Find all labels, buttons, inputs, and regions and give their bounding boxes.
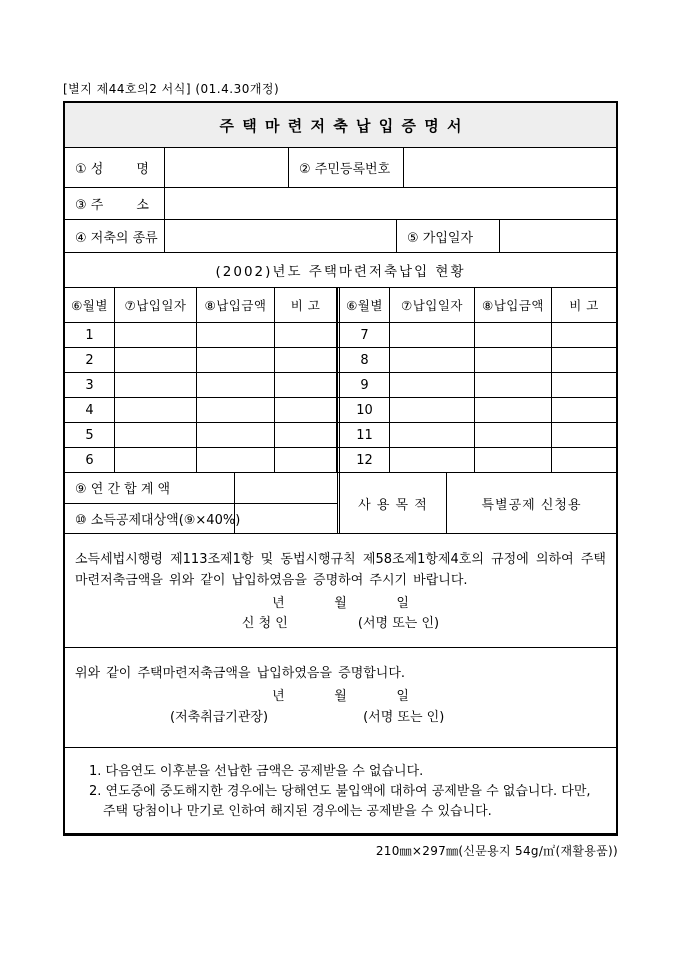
- month-cell: 6: [65, 448, 115, 472]
- month-cell: 5: [65, 423, 115, 447]
- name-rrn-row: [65, 148, 616, 188]
- payment-amount-cell[interactable]: [197, 398, 275, 422]
- rrn-input-cell[interactable]: [404, 148, 616, 187]
- payment-date-cell[interactable]: [390, 398, 475, 422]
- annual-total-row: [65, 473, 337, 504]
- payment-amount-cell[interactable]: [197, 448, 275, 472]
- month-row: [65, 323, 616, 348]
- request-date-line: 년 월 일: [272, 595, 409, 611]
- col-header-month-left: ⑥월별: [65, 288, 115, 322]
- payment-date-cell[interactable]: [390, 373, 475, 397]
- col-header-remark-right: 비 고: [569, 298, 599, 313]
- note-item: 1. 다음연도 이후분을 선납한 금액은 공제받을 수 없습니다.: [89, 764, 424, 779]
- signature-or-seal-label: (서명 또는 인): [357, 616, 440, 632]
- savings-type-row: [65, 220, 616, 253]
- remark-cell[interactable]: [275, 423, 337, 447]
- month-cell: 3: [65, 373, 115, 397]
- col-header-amount-left: ⑧납입금액: [197, 288, 275, 322]
- payment-date-cell[interactable]: [115, 323, 197, 347]
- payment-date-cell[interactable]: [115, 448, 197, 472]
- month-cell: 10: [337, 398, 390, 422]
- join-date-input-cell[interactable]: [500, 220, 616, 252]
- savings-type-label: ④ 저축의 종류: [65, 220, 165, 252]
- payment-amount-cell[interactable]: [475, 373, 552, 397]
- remark-cell[interactable]: [275, 323, 337, 347]
- certification-section: [65, 648, 616, 748]
- signature-or-seal-label: (서명 또는 인): [363, 709, 445, 725]
- payment-date-cell[interactable]: [115, 348, 197, 372]
- remark-cell[interactable]: [552, 423, 616, 447]
- payment-amount-cell[interactable]: [475, 348, 552, 372]
- month-row: [65, 373, 616, 398]
- certificate-form: [63, 101, 618, 836]
- payment-date-cell[interactable]: [390, 423, 475, 447]
- address-label: ③ 주 소: [65, 188, 165, 219]
- issuer-label: (저축취급기관장): [170, 709, 269, 725]
- month-cell: 12: [337, 448, 390, 472]
- payment-amount-cell[interactable]: [197, 423, 275, 447]
- payment-amount-cell[interactable]: [475, 398, 552, 422]
- payment-date-cell[interactable]: [390, 448, 475, 472]
- notes-section: [65, 748, 616, 834]
- col-header-remark-left: 비 고: [275, 288, 337, 322]
- payment-date-cell[interactable]: [390, 348, 475, 372]
- payment-amount-cell[interactable]: [197, 323, 275, 347]
- month-cell: 9: [337, 373, 390, 397]
- payment-amount-cell[interactable]: [197, 373, 275, 397]
- remark-cell[interactable]: [552, 348, 616, 372]
- usage-purpose-value: 특별공제 신청용: [481, 497, 582, 513]
- remark-cell[interactable]: [552, 398, 616, 422]
- address-row: [65, 188, 616, 220]
- col-header-date-right: ⑦납입일자: [390, 288, 475, 322]
- payment-date-cell[interactable]: [115, 398, 197, 422]
- request-text: 소득세법시행령 제113조제1항 및 동법시행규칙 제58조제1항제4호의 규정에 의하여 주택마련저축금액을 위와 같이 납입하였음을 증명하여 주시기 바랍니다.: [75, 552, 606, 588]
- month-row: [65, 398, 616, 423]
- month-cell: 8: [337, 348, 390, 372]
- note-item: 2. 연도중에 중도해지한 경우에는 당해연도 불입액에 대하여 공제받을 수 없습니다. 다만, 주택 당첨이나 만기로 인하여 해지된 경우에는 공제받을 수 있습니다.: [89, 784, 591, 820]
- form-title: 주택마련저축납입증명서: [65, 103, 616, 148]
- join-date-label: ⑤ 가입일자: [397, 220, 500, 252]
- certification-date-line: 년 월 일: [272, 688, 409, 704]
- applicant-label: 신 청 인: [241, 616, 288, 632]
- usage-purpose-label: 사 용 목 적: [340, 473, 447, 533]
- table-header-row: [65, 288, 616, 323]
- month-cell: 7: [337, 323, 390, 347]
- month-cell: 2: [65, 348, 115, 372]
- month-row: [65, 348, 616, 373]
- remark-cell[interactable]: [552, 448, 616, 472]
- paper-spec: 210㎜×297㎜(신문용지 54g/㎡(재활용품)): [375, 844, 618, 858]
- certification-sign-line: [75, 708, 606, 729]
- savings-type-input-cell[interactable]: [165, 220, 397, 252]
- totals-usage-row: [65, 473, 616, 534]
- remark-cell[interactable]: [275, 348, 337, 372]
- remark-cell[interactable]: [552, 323, 616, 347]
- rrn-label: ② 주민등록번호: [289, 148, 404, 187]
- remark-cell[interactable]: [275, 448, 337, 472]
- month-cell: 1: [65, 323, 115, 347]
- form-reference: [별지 제44호의2 서식] (01.4.30개정): [63, 82, 280, 96]
- payment-amount-cell[interactable]: [475, 323, 552, 347]
- remark-cell[interactable]: [275, 373, 337, 397]
- certification-text: 위와 같이 주택마련저축금액을 납입하였음을 증명합니다.: [75, 666, 406, 681]
- usage-block: [337, 473, 616, 533]
- name-label: ① 성 명: [65, 148, 165, 187]
- name-input-cell[interactable]: [165, 148, 289, 187]
- month-cell: 4: [65, 398, 115, 422]
- address-input-cell[interactable]: [165, 188, 616, 219]
- month-row: [65, 448, 616, 473]
- remark-cell[interactable]: [275, 398, 337, 422]
- deduction-row: [65, 504, 337, 534]
- col-header-month-right: ⑥월별: [337, 288, 390, 322]
- deduction-input-cell[interactable]: [235, 504, 337, 534]
- payment-date-cell[interactable]: [390, 323, 475, 347]
- annual-total-label: ⑨ 연 간 합 계 액: [65, 473, 235, 503]
- annual-total-input-cell[interactable]: [235, 473, 337, 503]
- payment-amount-cell[interactable]: [197, 348, 275, 372]
- totals-block: [65, 473, 337, 533]
- payment-amount-cell[interactable]: [475, 448, 552, 472]
- month-row: [65, 423, 616, 448]
- remark-cell[interactable]: [552, 373, 616, 397]
- deduction-label: ⑩ 소득공제대상액(⑨×40%): [65, 504, 235, 534]
- payment-amount-cell[interactable]: [475, 423, 552, 447]
- payment-date-cell[interactable]: [115, 423, 197, 447]
- col-header-date-left: ⑦납입일자: [115, 288, 197, 322]
- payment-date-cell[interactable]: [115, 373, 197, 397]
- request-section: [65, 534, 616, 648]
- month-cell: 11: [337, 423, 390, 447]
- request-sign-line: [75, 614, 606, 635]
- year-status-title: (2002)년도 주택마련저축납입 현황: [65, 253, 616, 288]
- col-header-amount-right: ⑧납입금액: [475, 288, 552, 322]
